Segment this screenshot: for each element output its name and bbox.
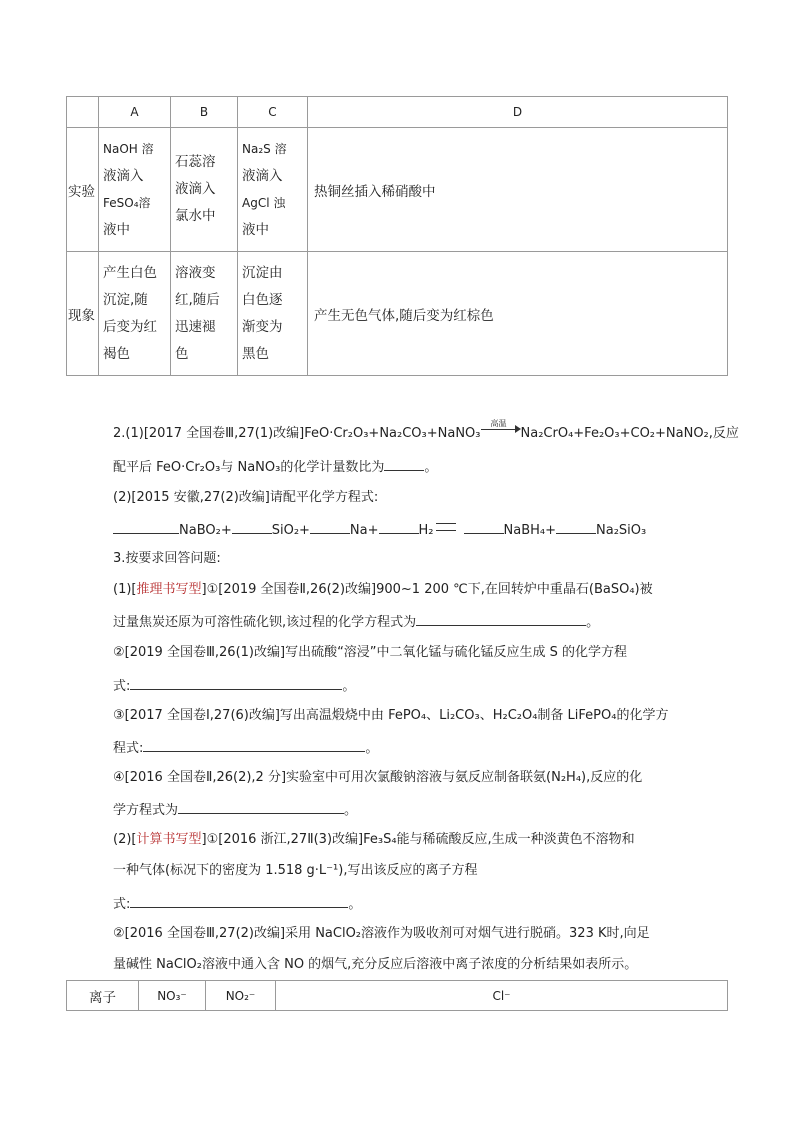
cell-line: 沉淀由 [242,264,283,281]
table-cell [171,252,238,376]
eq-term: NaBH₄+ [503,523,557,538]
equal-sign-icon [436,523,456,531]
answer-blank[interactable] [130,893,348,908]
text-span: (2)[ [113,832,137,847]
answer-blank[interactable] [416,611,586,626]
text-span: ]①[2019 全国卷Ⅱ,26(2)改编]900~1 200 ℃下,在回转炉中重晶石(BaSO₄)被 [201,582,653,597]
period: 。 [365,741,379,756]
q3-p1-b-line1: ②[2019 全国卷Ⅲ,26(1)改编]写出硫酸“溶浸”中二氧化锰与硫化锰反应生成 S 的化学方程 [113,645,628,660]
q3-p1-c-line2 [113,737,378,759]
cell-line: 黑色 [242,345,269,362]
cell-line: AgCl 浊 [242,195,286,210]
table-cell [238,252,308,376]
header-cell: B [171,97,238,128]
answer-blank[interactable] [464,519,504,534]
q2-line-3 [113,488,378,508]
reaction-arrow-icon [481,419,521,435]
cell-line: 氯水中 [175,208,216,224]
cell-line: 液中 [103,221,130,238]
q2-line-1 [113,419,739,444]
q2-equation-left: 2.(1)[2017 全国卷Ⅲ,27(1)改编]FeO·Cr₂O₃+Na₂CO₃+NaNO₃ [113,426,481,441]
answer-blank[interactable] [379,519,419,534]
text-span: 式: [113,679,131,694]
cell-line: 液滴入 [103,167,144,184]
period: 。 [586,615,600,630]
q3-p1-d-line1: ④[2016 全国卷Ⅱ,26(2),2 分]实验室中可用次氯酸钠溶液与氨反应制备联氨(N₂H₄),反应的化 [113,770,643,785]
q3-p2-a-line3 [113,893,361,915]
cell-line: 液中 [242,221,269,238]
q2-equation-right: Na₂CrO₄+Fe₂O₃+CO₂+NaNO₂,反应 [520,426,739,441]
q2-line-2 [113,456,437,478]
arrow-condition: 高温 [490,419,507,428]
q2-question-text: 配平后 FeO·Cr₂O₃与 NaNO₃的化学计量数比为 [113,460,385,475]
text-span: 程式: [113,741,144,756]
header-cell: NO₃⁻ [139,981,206,1011]
eq-term: H₂ [418,523,434,538]
question-type-tag: 计算书写型 [136,832,202,847]
cell-line: 液滴入 [175,181,216,197]
eq-term: SiO₂+ [271,523,310,538]
period: 。 [342,679,356,694]
text-span: 学方程式为 [113,803,179,818]
table-cell [99,128,171,252]
table-header-row [67,981,728,1011]
q3-p1-c-line1: ③[2017 全国卷Ⅰ,27(6)改编]写出高温煅烧中由 FePO₄、Li₂CO₃、H₂C₂O₄制备 LiFePO₄的化学方 [113,708,669,723]
eq-term: Na₂SiO₃ [596,523,647,538]
row-label: 实验 [67,128,99,252]
header-cell: A [99,97,171,128]
q3-p1-d-line2 [113,799,357,821]
answer-blank[interactable] [310,519,350,534]
q3-p2-a-line2: 一种气体(标况下的密度为 1.518 g·L⁻¹),写出该反应的离子方程 [113,863,478,878]
cell-line: 后变为红 [103,318,157,335]
q3-p2-a-line1 [113,830,635,850]
cell-line: FeSO₄溶 [103,195,151,210]
cell-line: 白色逐 [242,291,283,308]
text-span: 过量焦炭还原为可溶性硫化钡,该过程的化学方程式为 [113,615,417,630]
period: 。 [344,803,358,818]
answer-blank[interactable] [130,675,342,690]
answer-blank[interactable] [384,456,424,471]
period: 。 [424,460,438,475]
q3-p2-b-line2: 量碱性 NaClO₂溶液中通入含 NO 的烟气,充分反应后溶液中离子浓度的分析结果如表所示。 [113,957,638,972]
table-header-row [67,97,728,128]
experiment-table [66,96,728,376]
table-cell [171,128,238,252]
q3-p2-b-line1: ②[2016 全国卷Ⅲ,27(2)改编]采用 NaClO₂溶液作为吸收剂可对烟气进行脱硝。323 K时,向足 [113,926,650,941]
text-span: 式: [113,897,131,912]
q2-equation-line [113,519,646,541]
cell-line: 沉淀,随 [103,291,148,308]
cell-line: 迅速褪 [175,318,216,335]
header-cell: NO₂⁻ [206,981,276,1011]
q3-p1-a-line2 [113,611,599,633]
cell-line: 产生白色 [103,264,157,281]
header-cell: 离子 [67,981,139,1011]
cell-line: 褐色 [103,345,130,362]
header-cell: D [308,97,728,128]
answer-blank[interactable] [232,519,272,534]
header-cell: C [238,97,308,128]
table-row [67,128,728,252]
q3-p1-b-line2 [113,675,355,697]
q2-part2-text: (2)[2015 安徽,27(2)改编]请配平化学方程式: [113,490,379,505]
cell-line: 渐变为 [242,318,283,335]
table-cell [99,252,171,376]
table-cell [238,128,308,252]
q3-p1-a-line1 [113,580,653,600]
cell-line: 溶液变 [175,264,216,281]
answer-blank[interactable] [556,519,596,534]
header-cell: Cl⁻ [276,981,728,1011]
period: 。 [348,897,362,912]
header-cell [67,97,99,128]
cell-line: 石蕊溶 [175,154,216,170]
table-row [67,252,728,376]
answer-blank[interactable] [113,519,179,534]
cell-line: NaOH 溶 [103,141,154,156]
text-span: (1)[ [113,582,137,597]
cell-line: Na₂S 溶 [242,141,287,156]
answer-blank[interactable] [178,799,344,814]
table-cell: 热铜丝插入稀硝酸中 [308,128,728,252]
ion-table [66,980,728,1011]
eq-term: Na+ [349,523,379,538]
q3-title: 3.按要求回答问题: [113,551,221,566]
table-cell: 产生无色气体,随后变为红棕色 [308,252,728,376]
question-type-tag: 推理书写型 [136,582,202,597]
answer-blank[interactable] [143,737,365,752]
eq-term: NaBO₂+ [179,523,232,538]
row-label: 现象 [67,252,99,376]
cell-line: 红,随后 [175,291,220,308]
text-span: ]①[2016 浙江,27Ⅱ(3)改编]Fe₃S₄能与稀硫酸反应,生成一种淡黄色不溶物和 [201,832,635,847]
cell-line: 液滴入 [242,167,283,184]
cell-line: 色 [175,345,189,362]
